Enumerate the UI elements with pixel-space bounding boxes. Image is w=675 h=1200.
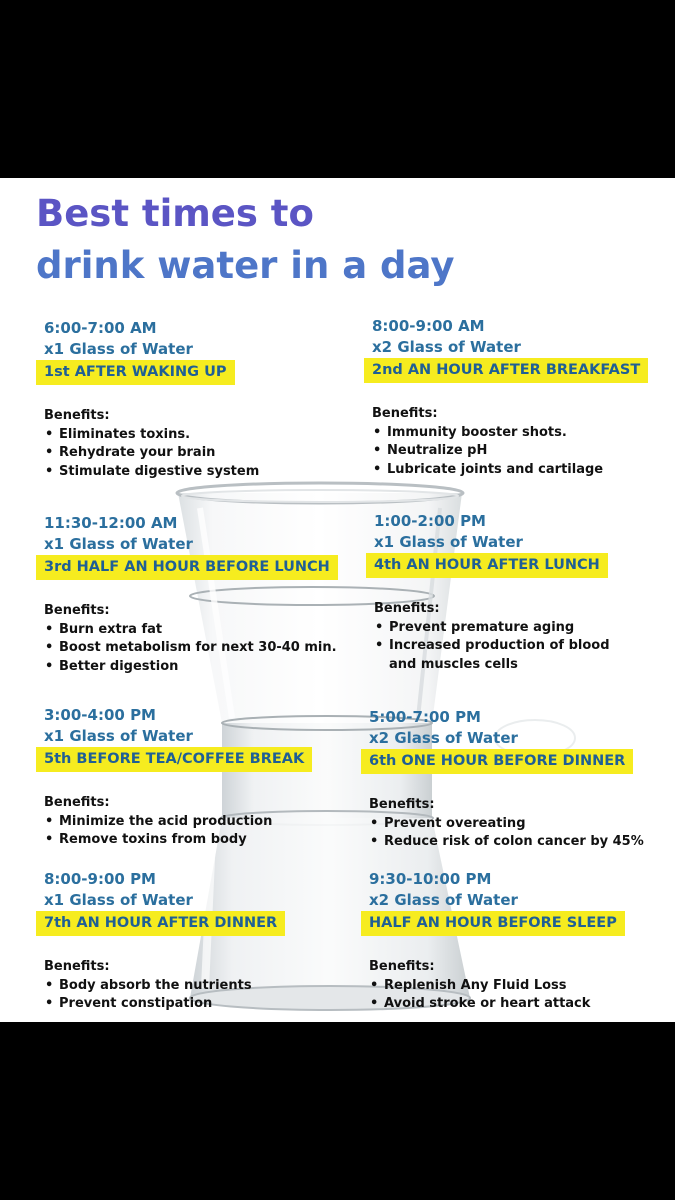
- glass-quantity: x1 Glass of Water: [44, 727, 193, 745]
- timing-tag: 2nd AN HOUR AFTER BREAKFAST: [364, 358, 648, 383]
- benefit-item: • Better digestion: [44, 658, 338, 677]
- schedule-item-4: [366, 511, 610, 674]
- time-range: 6:00-7:00 AM: [44, 319, 157, 337]
- glass-quantity: x1 Glass of Water: [374, 533, 523, 551]
- benefits-list: [36, 602, 338, 676]
- schedule-item-8: [361, 869, 625, 1014]
- title-line-1: Best times to: [36, 192, 314, 235]
- benefit-item: • Lubricate joints and cartilage: [372, 461, 648, 480]
- benefit-item: • Body absorb the nutrients: [44, 977, 285, 996]
- benefit-item: • Reduce risk of colon cancer by 45%: [369, 833, 644, 852]
- benefits-list: [36, 958, 285, 1014]
- glass-quantity: x2 Glass of Water: [372, 338, 521, 356]
- benefits-list: [361, 796, 644, 852]
- timing-tag: 5th BEFORE TEA/COFFEE BREAK: [36, 747, 312, 772]
- schedule-item-1: [36, 318, 259, 481]
- schedule-item-7: [36, 869, 285, 1014]
- glass-quantity: x2 Glass of Water: [369, 729, 518, 747]
- benefit-item: • Prevent overeating: [369, 815, 644, 834]
- schedule-item-6: [361, 707, 644, 852]
- timing-tag: 1st AFTER WAKING UP: [36, 360, 235, 385]
- timing-tag: 4th AN HOUR AFTER LUNCH: [366, 553, 608, 578]
- benefit-item: • Stimulate digestive system: [44, 463, 259, 482]
- glass-quantity: x2 Glass of Water: [369, 891, 518, 909]
- title-line-2: drink water in a day: [36, 244, 455, 287]
- benefit-item: • Minimize the acid production: [44, 813, 312, 832]
- schedule-item-3: [36, 513, 338, 676]
- benefits-heading: Benefits:: [369, 959, 435, 974]
- benefit-item: • Prevent constipation: [44, 995, 285, 1014]
- time-range: 1:00-2:00 PM: [374, 512, 486, 530]
- infographic-poster: [0, 178, 675, 1022]
- benefit-item: • Eliminates toxins.: [44, 426, 259, 445]
- timing-tag: 6th ONE HOUR BEFORE DINNER: [361, 749, 633, 774]
- time-range: 11:30-12:00 AM: [44, 514, 178, 532]
- benefit-item: • Boost metabolism for next 30-40 min.: [44, 639, 338, 658]
- benefits-list: [366, 600, 610, 674]
- timing-tag: 7th AN HOUR AFTER DINNER: [36, 911, 285, 936]
- benefits-list: [361, 958, 625, 1014]
- schedule-item-5: [36, 705, 312, 850]
- timing-tag: 3rd HALF AN HOUR BEFORE LUNCH: [36, 555, 338, 580]
- time-range: 8:00-9:00 PM: [44, 870, 156, 888]
- benefits-list: [364, 405, 648, 479]
- benefits-list: [36, 407, 259, 481]
- benefit-item: • Burn extra fat: [44, 621, 338, 640]
- benefit-item: • Replenish Any Fluid Loss: [369, 977, 625, 996]
- benefit-item: • Neutralize pH: [372, 442, 648, 461]
- time-range: 9:30-10:00 PM: [369, 870, 492, 888]
- glass-quantity: x1 Glass of Water: [44, 535, 193, 553]
- benefits-heading: Benefits:: [374, 601, 440, 616]
- time-range: 8:00-9:00 AM: [372, 317, 485, 335]
- benefits-heading: Benefits:: [369, 797, 435, 812]
- time-range: 5:00-7:00 PM: [369, 708, 481, 726]
- benefit-item: [374, 656, 610, 675]
- benefits-heading: Benefits:: [44, 795, 110, 810]
- glass-quantity: x1 Glass of Water: [44, 891, 193, 909]
- benefits-heading: Benefits:: [44, 603, 110, 618]
- benefits-heading: Benefits:: [372, 406, 438, 421]
- timing-tag: HALF AN HOUR BEFORE SLEEP: [361, 911, 625, 936]
- benefits-heading: Benefits:: [44, 959, 110, 974]
- time-range: 3:00-4:00 PM: [44, 706, 156, 724]
- benefits-heading: Benefits:: [44, 408, 110, 423]
- benefit-item: • Rehydrate your brain: [44, 444, 259, 463]
- benefit-item: • Increased production of blood: [374, 637, 610, 656]
- page-title: [36, 188, 455, 292]
- benefits-list: [36, 794, 312, 850]
- benefit-item: • Immunity booster shots.: [372, 424, 648, 443]
- glass-quantity: x1 Glass of Water: [44, 340, 193, 358]
- schedule-item-2: [364, 316, 648, 479]
- benefit-item: • Remove toxins from body: [44, 831, 312, 850]
- benefit-continuation: and muscles cells: [389, 656, 518, 672]
- benefit-item: • Avoid stroke or heart attack: [369, 995, 625, 1014]
- benefit-item: • Prevent premature aging: [374, 619, 610, 638]
